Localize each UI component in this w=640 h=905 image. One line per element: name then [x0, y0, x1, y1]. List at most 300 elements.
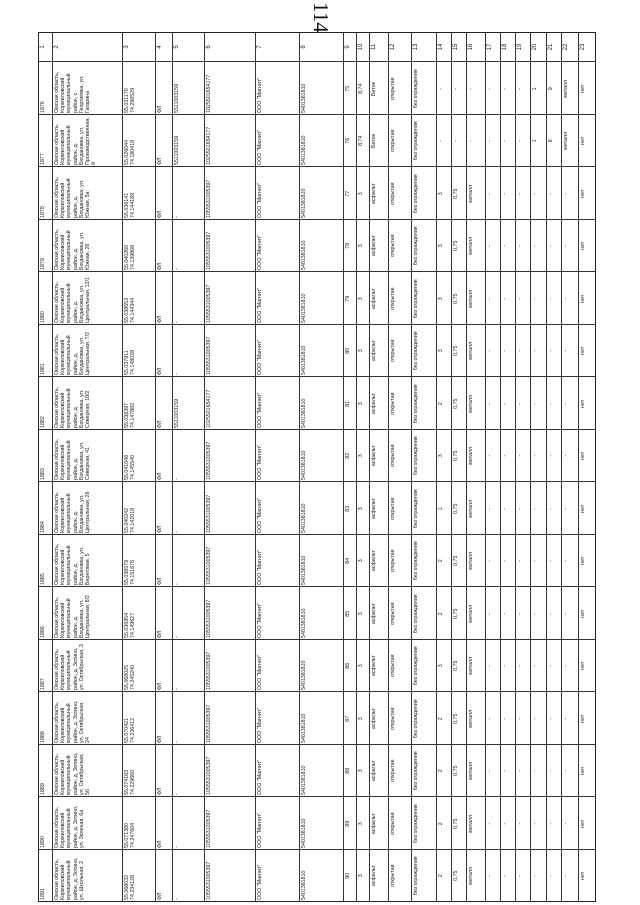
cell-col-2	[52, 535, 123, 588]
cell-text: -	[486, 612, 493, 615]
cell-col-10	[356, 482, 370, 535]
cell-col-17	[485, 745, 501, 798]
cell-col-10	[356, 115, 370, 168]
cell-text: без ограждения	[412, 226, 419, 266]
cell-text: 55.038653 74.144344	[124, 295, 137, 323]
cell-col-8	[299, 850, 344, 903]
cell-col-7	[255, 220, 300, 273]
cell-col-9	[343, 587, 357, 640]
cell-col-13	[411, 692, 437, 745]
cell-col-10	[356, 587, 370, 640]
cell-text: -	[517, 454, 524, 457]
cell-col-18	[500, 377, 516, 430]
cell-text: без ограждения	[412, 488, 419, 528]
cell-col-21	[546, 482, 562, 535]
cell-col-15	[451, 325, 467, 378]
cell-text: 89	[344, 820, 351, 827]
cell-text: 0,75	[452, 713, 459, 724]
cell-col-18	[500, 325, 516, 378]
cell-text: -	[437, 139, 444, 142]
cell-text: ФЛ	[156, 787, 163, 795]
cell-col-4	[155, 325, 173, 378]
cell-text: 78	[344, 242, 351, 249]
cell-text: -	[173, 635, 180, 638]
cell-text: 3	[437, 296, 444, 300]
cell-text: -	[173, 373, 180, 375]
cell-col-1	[39, 272, 52, 325]
cell-col-1	[39, 220, 52, 273]
cell-col-14	[436, 220, 452, 273]
cell-col-3	[122, 745, 155, 798]
cell-text: 3	[437, 244, 444, 248]
cell-col-12	[388, 220, 412, 273]
cell-col-6	[204, 430, 256, 483]
cell-col-6	[204, 377, 256, 430]
cell-col-18	[500, 167, 516, 220]
cell-text: 2	[437, 559, 444, 563]
cell-text: металл	[467, 289, 474, 308]
cell-col-22	[561, 587, 579, 640]
cell-text: -	[173, 740, 180, 743]
cell-col-17	[485, 587, 501, 640]
column-header-text: 15	[452, 43, 459, 51]
cell-col-11	[369, 640, 389, 693]
cell-col-13	[411, 220, 437, 273]
cell-text: нет	[579, 766, 586, 775]
cell-text: 1055531005397	[206, 861, 213, 900]
cell-text: -	[467, 87, 474, 90]
cell-col-2	[52, 325, 123, 378]
cell-col-10	[356, 640, 370, 693]
column-header-text: 12	[390, 43, 397, 51]
cell-text: 3	[357, 559, 364, 563]
cell-col-14	[436, 745, 452, 798]
column-header-text: 6	[206, 45, 213, 49]
cell-col-19	[515, 587, 531, 640]
cell-col-2	[52, 220, 123, 273]
cell-text: металл	[467, 866, 474, 885]
cell-text: металл	[467, 709, 474, 728]
cell-text: металл	[562, 79, 569, 98]
cell-col-9	[343, 272, 357, 325]
cell-text: -	[532, 244, 539, 247]
cell-col-9	[343, 692, 357, 745]
cell-text: 2	[437, 821, 444, 825]
cell-text: ООО "Магнит"	[257, 129, 264, 165]
cell-col-17	[485, 430, 501, 483]
cell-col-16	[466, 430, 486, 483]
cell-text: -	[452, 87, 459, 90]
cell-text: -	[562, 612, 569, 615]
column-header-text: 9	[344, 45, 351, 49]
cell-col-1	[39, 797, 52, 850]
cell-col-21	[546, 850, 562, 903]
cell-text: ООО "Магнит"	[257, 864, 264, 900]
table-row	[39, 114, 595, 168]
cell-text: 1891	[40, 888, 46, 900]
column-header-text: 17	[486, 43, 493, 51]
header-cell-12	[388, 33, 412, 61]
cell-text: -	[562, 717, 569, 720]
cell-text: открытая	[390, 444, 397, 468]
column-header-text: 13	[412, 43, 419, 51]
cell-col-2	[52, 115, 123, 168]
cell-text: -	[517, 192, 524, 195]
cell-col-18	[500, 482, 516, 535]
cell-col-16	[466, 482, 486, 535]
cell-text: 84	[344, 557, 351, 564]
column-header-text: 19	[517, 43, 524, 51]
cell-col-17	[485, 692, 501, 745]
cell-col-6	[204, 745, 256, 798]
cell-col-7	[255, 640, 300, 693]
cell-text: 87	[344, 715, 351, 722]
cell-col-6	[204, 850, 256, 903]
cell-text: -	[502, 402, 509, 405]
cell-col-17	[485, 62, 501, 115]
cell-text: -	[547, 717, 554, 720]
cell-col-19	[515, 272, 531, 325]
cell-col-4	[155, 377, 173, 430]
cell-col-16	[466, 325, 486, 378]
cell-text: 1055531005397	[206, 599, 213, 638]
cell-text: асфальт	[371, 707, 378, 729]
cell-text: 82	[344, 452, 351, 459]
cell-text: -	[532, 192, 539, 195]
cell-col-15	[451, 587, 467, 640]
header-cell-19	[515, 33, 531, 61]
cell-text: открытая	[390, 339, 397, 363]
cell-col-19	[515, 377, 531, 430]
cell-text: -	[547, 349, 554, 352]
cell-text: ФЛ	[156, 210, 163, 218]
cell-col-4	[155, 272, 173, 325]
cell-text: асфальт	[371, 182, 378, 204]
cell-col-19	[515, 535, 531, 588]
cell-col-8	[299, 745, 344, 798]
cell-col-14	[436, 430, 452, 483]
cell-col-4	[155, 220, 173, 273]
cell-text: металл	[467, 814, 474, 833]
cell-col-15	[451, 640, 467, 693]
cell-text: нет	[579, 556, 586, 565]
cell-text: -	[452, 139, 459, 142]
cell-col-12	[388, 640, 412, 693]
column-header-text: 18	[502, 43, 509, 51]
cell-text: -	[562, 244, 569, 247]
cell-text: -	[547, 769, 554, 772]
cell-text: нет	[579, 451, 586, 460]
cell-text: без ограждения	[412, 698, 419, 738]
header-cell-5	[172, 33, 205, 61]
cell-col-19	[515, 692, 531, 745]
cell-col-22	[561, 850, 579, 903]
cell-text: 3	[357, 191, 364, 195]
cell-col-20	[530, 692, 546, 745]
cell-col-6	[204, 62, 256, 115]
cell-col-12	[388, 62, 412, 115]
cell-col-22	[561, 220, 579, 273]
cell-col-15	[451, 797, 467, 850]
cell-col-21	[546, 692, 562, 745]
cell-col-7	[255, 797, 300, 850]
header-cell-11	[369, 33, 389, 61]
cell-text: нет	[579, 189, 586, 198]
cell-text: без ограждения	[412, 593, 419, 633]
cell-col-15	[451, 745, 467, 798]
cell-text: Бетон	[371, 133, 378, 148]
cell-text: 5511003159	[173, 135, 180, 165]
cell-col-23	[578, 220, 596, 273]
cell-text: -	[532, 454, 539, 457]
cell-text: Омская область, Кормиловский муниципальный район, д. Богдановка, ул. Южная, 5а	[54, 174, 92, 218]
cell-col-9	[343, 377, 357, 430]
cell-text: ООО "Магнит"	[257, 549, 264, 585]
cell-col-2	[52, 377, 123, 430]
cell-col-11	[369, 745, 389, 798]
cell-text: 1055531005397	[206, 651, 213, 690]
cell-col-7	[255, 167, 300, 220]
header-cell-10	[356, 33, 370, 61]
cell-text: 0,75	[452, 240, 459, 251]
cell-text: 55.071380 74.247604	[124, 820, 137, 848]
cell-text: 88	[344, 767, 351, 774]
cell-col-8	[299, 797, 344, 850]
cell-col-11	[369, 482, 389, 535]
cell-col-20	[530, 325, 546, 378]
header-cell-8	[299, 33, 344, 61]
cell-text: ООО "Магнит"	[257, 707, 264, 743]
table-row	[39, 586, 595, 640]
cell-text: 0,75	[452, 608, 459, 619]
cell-col-23	[578, 115, 596, 168]
cell-text: -	[547, 612, 554, 615]
cell-col-13	[411, 62, 437, 115]
cell-col-20	[530, 850, 546, 903]
cell-col-8	[299, 535, 344, 588]
cell-col-22	[561, 325, 579, 378]
cell-col-16	[466, 272, 486, 325]
cell-col-16	[466, 640, 486, 693]
cell-col-22	[561, 797, 579, 850]
cell-text: ФЛ	[156, 367, 163, 375]
cell-col-3	[122, 325, 155, 378]
cell-text: -	[486, 822, 493, 825]
cell-text: 1055531005397	[206, 546, 213, 585]
cell-text: -	[517, 874, 524, 877]
cell-col-23	[578, 850, 596, 903]
cell-col-14	[436, 797, 452, 850]
header-cell-4	[155, 33, 173, 61]
cell-col-16	[466, 62, 486, 115]
cell-text: 5401381810	[300, 608, 307, 638]
cell-text: -	[547, 874, 554, 877]
cell-text: ФЛ	[156, 630, 163, 638]
cell-col-6	[204, 220, 256, 273]
cell-text: 5401381810	[300, 765, 307, 795]
cell-col-10	[356, 692, 370, 745]
cell-text: 86	[344, 662, 351, 669]
cell-col-21	[546, 377, 562, 430]
cell-col-19	[515, 850, 531, 903]
cell-col-2	[52, 797, 123, 850]
cell-text: Омская область, Кормиловский муниципальный район, д. Зотино, ул. Октябрьская, 56	[54, 751, 92, 795]
cell-col-16	[466, 115, 486, 168]
cell-text: -	[486, 717, 493, 720]
table-row	[39, 376, 595, 430]
cell-text: ООО "Магнит"	[257, 77, 264, 113]
cell-col-4	[155, 482, 173, 535]
cell-col-20	[530, 62, 546, 115]
cell-text: ФЛ	[156, 892, 163, 900]
cell-text: открытая	[390, 759, 397, 783]
cell-col-17	[485, 640, 501, 693]
cell-text: -	[517, 559, 524, 562]
cell-text: 1055531005397	[206, 336, 213, 375]
cell-col-13	[411, 535, 437, 588]
cell-col-23	[578, 535, 596, 588]
cell-col-22	[561, 692, 579, 745]
cell-text: 3	[437, 191, 444, 195]
cell-col-16	[466, 535, 486, 588]
cell-text: Омская область, Кормиловский муниципальный район, д. Богдановка, ул. Центральная, 26	[54, 489, 92, 533]
cell-text: 1055531005397	[206, 704, 213, 743]
cell-text: 55.038397 74.147882	[124, 400, 137, 428]
cell-col-4	[155, 62, 173, 115]
cell-text: 55.038579 74.151676	[124, 558, 137, 585]
cell-col-20	[530, 377, 546, 430]
cell-text: асфальт	[371, 287, 378, 309]
cell-text: -	[562, 769, 569, 772]
cell-text: -	[486, 139, 493, 142]
cell-text: 3	[357, 454, 364, 458]
cell-col-8	[299, 167, 344, 220]
cell-text: 5401381810	[300, 188, 307, 218]
cell-col-21	[546, 62, 562, 115]
cell-text: 0,75	[452, 555, 459, 566]
cell-text: без ограждения	[412, 383, 419, 423]
cell-col-13	[411, 325, 437, 378]
cell-text: Бетон	[371, 81, 378, 96]
cell-col-20	[530, 745, 546, 798]
cell-text: 1025501654177	[206, 389, 213, 428]
cell-text: 2	[437, 401, 444, 405]
cell-text: открытая	[390, 549, 397, 573]
cell-col-3	[122, 692, 155, 745]
cell-text: 5401381810	[300, 450, 307, 480]
cell-text: 9	[547, 86, 554, 90]
cell-col-10	[356, 325, 370, 378]
cell-text: без ограждения	[412, 803, 419, 843]
cell-text: -	[517, 612, 524, 615]
cell-text: открытая	[390, 129, 397, 153]
cell-col-19	[515, 220, 531, 273]
cell-col-15	[451, 115, 467, 168]
cell-text: -	[532, 297, 539, 300]
cell-text: -	[486, 454, 493, 457]
cell-text: -	[562, 822, 569, 825]
cell-col-5	[172, 167, 205, 220]
cell-col-18	[500, 745, 516, 798]
column-header-text: 7	[257, 45, 264, 49]
cell-col-6	[204, 272, 256, 325]
cell-col-4	[155, 797, 173, 850]
header-cell-18	[500, 33, 516, 61]
cell-text: 0,75	[452, 450, 459, 461]
cell-text: асфальт	[371, 760, 378, 782]
cell-text: ФЛ	[156, 157, 163, 165]
cell-text: 3	[437, 349, 444, 353]
cell-text: 3	[357, 611, 364, 615]
cell-text: 55.070421 74.236412	[124, 715, 137, 743]
cell-text: 1878	[40, 205, 46, 218]
cell-text: асфальт	[371, 655, 378, 677]
cell-col-7	[255, 62, 300, 115]
cell-col-18	[500, 535, 516, 588]
cell-col-17	[485, 535, 501, 588]
cell-col-22	[561, 115, 579, 168]
cell-text: -	[517, 717, 524, 720]
cell-text: открытая	[390, 864, 397, 888]
cell-text: -	[517, 244, 524, 247]
cell-text: -	[502, 349, 509, 352]
cell-col-8	[299, 62, 344, 115]
cell-col-17	[485, 482, 501, 535]
cell-col-14	[436, 115, 452, 168]
cell-text: 3	[437, 664, 444, 668]
cell-text: без ограждения	[412, 646, 419, 686]
cell-text: ФЛ	[156, 682, 163, 690]
cell-text: асфальт	[371, 550, 378, 572]
cell-text: без ограждения	[412, 173, 419, 213]
cell-col-21	[546, 325, 562, 378]
cell-text: нет	[579, 871, 586, 880]
cell-col-4	[155, 430, 173, 483]
cell-col-19	[515, 745, 531, 798]
cell-col-23	[578, 272, 596, 325]
table-row	[39, 691, 595, 745]
cell-text: -	[486, 769, 493, 772]
cell-text: ООО "Магнит"	[257, 602, 264, 638]
cell-col-10	[356, 430, 370, 483]
cell-col-14	[436, 167, 452, 220]
cell-col-22	[561, 430, 579, 483]
cell-text: 8	[547, 139, 554, 143]
cell-col-4	[155, 115, 173, 168]
cell-text: -	[532, 349, 539, 352]
cell-text: -	[532, 717, 539, 720]
cell-col-10	[356, 62, 370, 115]
cell-col-15	[451, 167, 467, 220]
cell-text: 55.074183 74.229660	[124, 768, 137, 795]
cell-text: -	[502, 822, 509, 825]
cell-col-8	[299, 640, 344, 693]
cell-text: -	[502, 244, 509, 247]
cell-col-4	[155, 640, 173, 693]
cell-col-1	[39, 115, 52, 168]
cell-col-2	[52, 62, 123, 115]
column-header-text: 22	[562, 43, 569, 51]
cell-col-8	[299, 482, 344, 535]
cell-col-14	[436, 692, 452, 745]
cell-col-9	[343, 167, 357, 220]
cell-text: ООО "Магнит"	[257, 654, 264, 690]
cell-col-1	[39, 692, 52, 745]
cell-text: -	[547, 297, 554, 300]
cell-col-23	[578, 692, 596, 745]
cell-text: 1877	[40, 153, 46, 165]
cell-col-12	[388, 692, 412, 745]
